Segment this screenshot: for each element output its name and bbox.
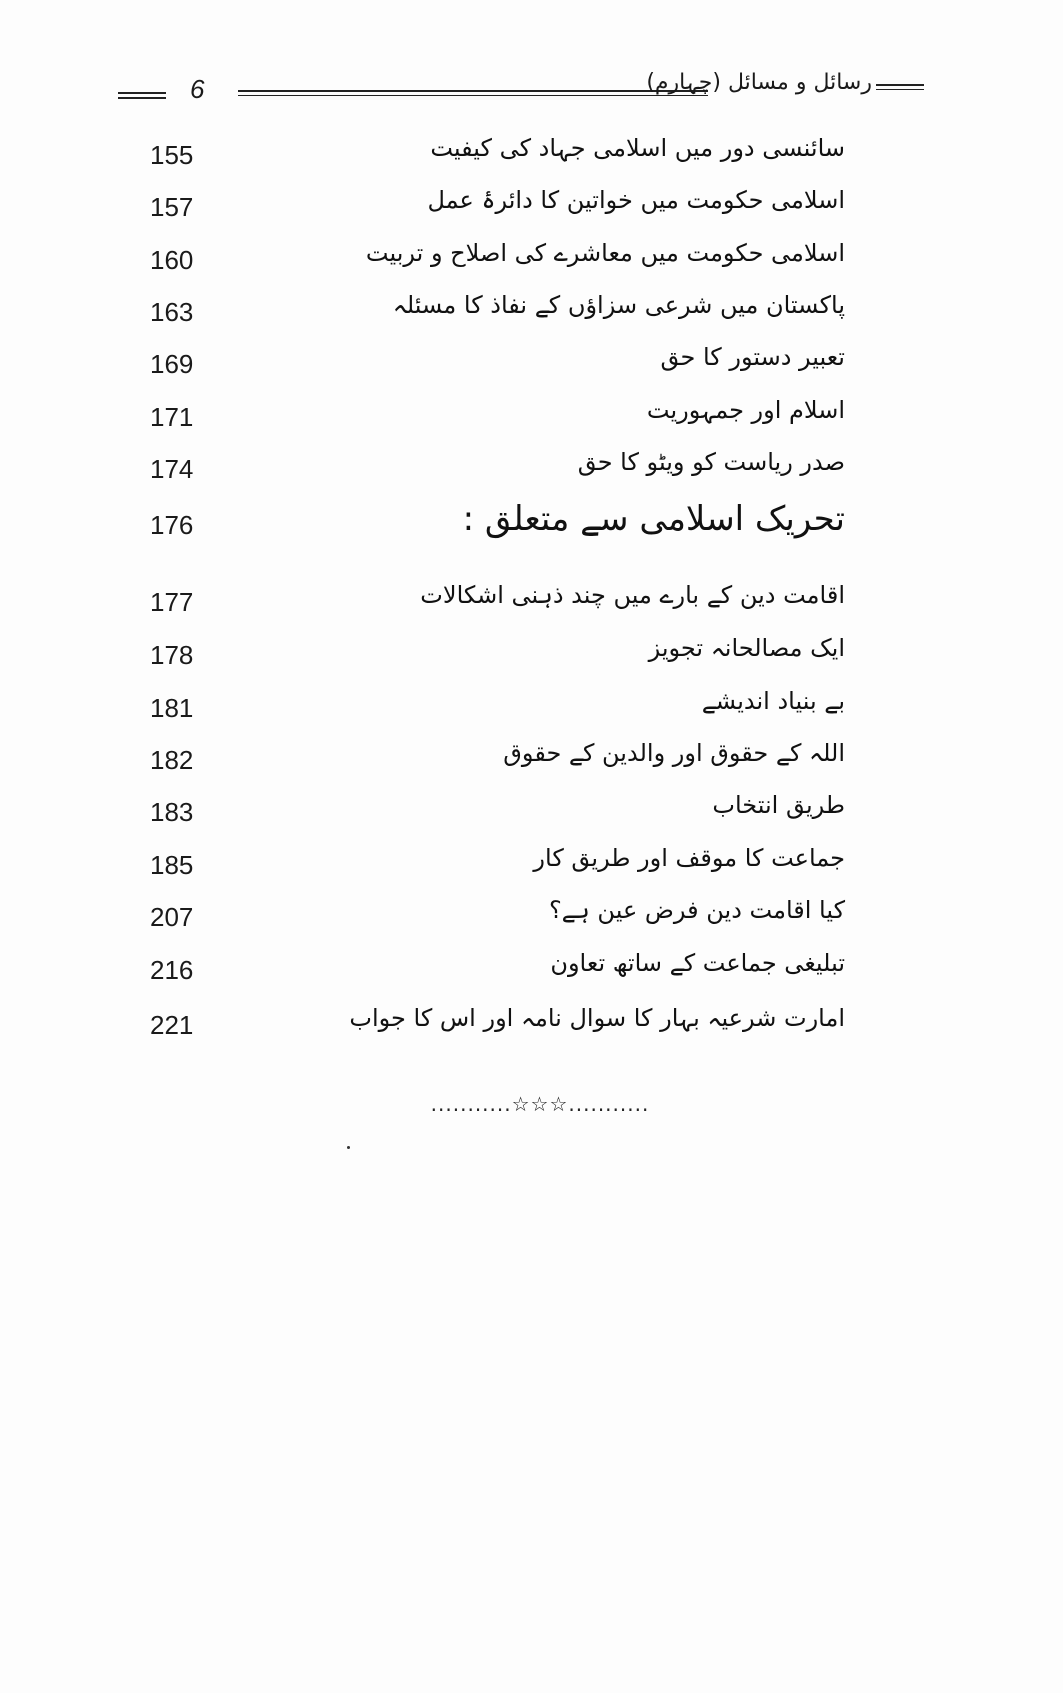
toc-entry-title: اسلام اور جمہوریت — [646, 396, 845, 424]
toc-entry[interactable] — [140, 339, 845, 387]
toc-entry[interactable] — [140, 287, 845, 335]
toc-section-heading[interactable] — [140, 500, 845, 548]
toc-entry[interactable] — [140, 1000, 845, 1048]
toc-entry[interactable] — [140, 840, 845, 888]
page-number: 6 — [190, 74, 205, 104]
toc-entry-title: بے بنیاد اندیشے — [701, 687, 845, 715]
toc-entry[interactable] — [140, 787, 845, 835]
toc-page-number: 160 — [150, 245, 194, 275]
toc-page-number: 157 — [150, 192, 194, 222]
toc-entry-title: جماعت کا موقف اور طریق کار — [533, 844, 845, 872]
running-title: رسائل و مسائل (چہارم) — [646, 70, 872, 95]
toc-entry-title: صدر ریاست کو ویٹو کا حق — [577, 448, 845, 476]
scan-speck — [347, 1146, 350, 1149]
toc-entry[interactable] — [140, 577, 845, 625]
toc-page-number: 171 — [150, 402, 194, 432]
toc-page-number: 155 — [150, 140, 194, 170]
toc-page-number: 163 — [150, 297, 194, 327]
toc-entry[interactable] — [140, 892, 845, 940]
toc-page-number: 207 — [150, 902, 194, 932]
toc-entry[interactable] — [140, 130, 845, 178]
toc-entry-title: سائنسی دور میں اسلامی جہاد کی کیفیت — [430, 134, 845, 162]
toc-entry-title: طریق انتخاب — [712, 791, 845, 819]
toc-entry-title: کیا اقامت دین فرض عین ہے؟ — [548, 896, 845, 924]
toc-page-number: 169 — [150, 349, 194, 379]
toc-entry[interactable] — [140, 444, 845, 492]
toc-entry-title: ایک مصالحانہ تجویز — [648, 634, 845, 662]
toc-entry-title: اسلامی حکومت میں خواتین کا دائرۂ عمل — [427, 186, 845, 214]
toc-page-number: 216 — [150, 955, 194, 985]
toc-entry-title: پاکستان میں شرعی سزاؤں کے نفاذ کا مسئلہ — [392, 291, 845, 319]
toc-page-number: 221 — [150, 1010, 194, 1040]
toc-page-number: 183 — [150, 797, 194, 827]
toc-entry-title: تبلیغی جماعت کے ساتھ تعاون — [550, 949, 845, 977]
toc-entry[interactable] — [140, 735, 845, 783]
star-ornament-divider: ...........☆☆☆........... — [430, 1092, 650, 1116]
toc-entry-title: تعبیر دستور کا حق — [660, 343, 845, 371]
toc-entry[interactable] — [140, 683, 845, 731]
toc-entry-title: امارت شرعیہ بہار کا سوال نامہ اور اس کا جواب — [349, 1004, 845, 1032]
toc-page-number: 185 — [150, 850, 194, 880]
toc-page-number: 177 — [150, 587, 194, 617]
toc-page-number: 181 — [150, 693, 194, 723]
toc-page-number: 174 — [150, 454, 194, 484]
toc-entry-title: اسلامی حکومت میں معاشرے کی اصلاح و تربیت — [365, 239, 845, 267]
toc-entry[interactable] — [140, 182, 845, 230]
toc-entry[interactable] — [140, 235, 845, 283]
toc-page-number: 176 — [150, 510, 194, 540]
toc-entry[interactable] — [140, 945, 845, 993]
toc-entry-title: اللہ کے حقوق اور والدین کے حقوق — [503, 739, 845, 767]
toc-section-title: تحریک اسلامی سے متعلق : — [462, 499, 845, 539]
toc-entry[interactable] — [140, 392, 845, 440]
toc-entry-title: اقامت دین کے بارے میں چند ذہنی اشکالات — [420, 581, 845, 609]
toc-page-number: 178 — [150, 640, 194, 670]
toc-entry[interactable] — [140, 630, 845, 678]
toc-page-number: 182 — [150, 745, 194, 775]
